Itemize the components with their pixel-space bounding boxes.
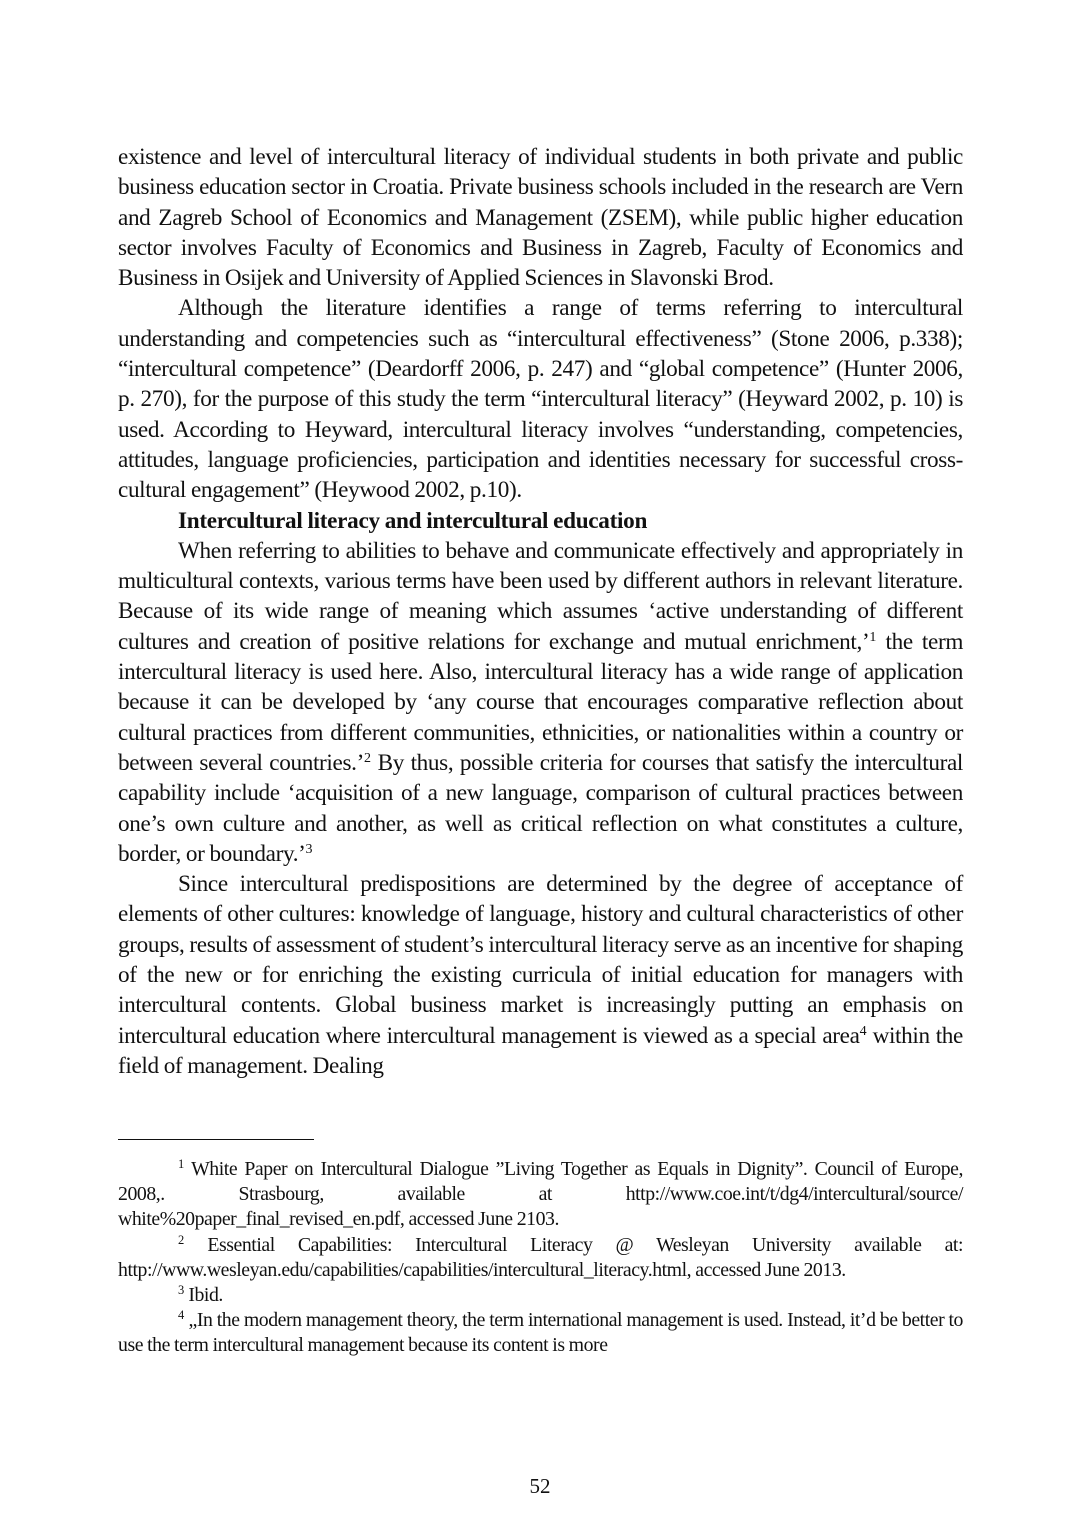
footnote-ref-3[interactable]: 3 xyxy=(305,841,313,857)
page-number: 52 xyxy=(529,1474,551,1498)
footnote-ref-2[interactable]: 2 xyxy=(363,750,371,766)
paragraph-text: Since intercultural predispositions are determined by the degree of acceptance of elements of other cultures: knowledge of language, history and cultural characteristics of other groups, results of assessment of student’s intercultural literacy serve as an incentive for shaping of the new or for enriching the existing curricula of initial education for managers with intercultural contents. Global business market is increasingly putting an emphasis on intercultural education where intercultural management is viewed as a special area xyxy=(118,871,963,1049)
paragraph-research-scope: existence and level of intercultural literacy of individual students in both private and public business education sector in Croatia. Private business schools included in the research are Vern and Zagreb School of Economics and Management (ZSEM), while public higher education sector involves Faculty of Economics and Business in Zagreb, Faculty of Economics and Business in Osijek and University of Applied Sciences in Slavonski Brod. xyxy=(118,144,963,292)
footnote-number: 2 xyxy=(178,1232,185,1247)
page-body xyxy=(118,142,963,1081)
footnotes xyxy=(118,1157,963,1359)
footnote-2 xyxy=(118,1233,963,1283)
footnote-number: 3 xyxy=(178,1283,185,1298)
footnote-ref-4[interactable]: 4 xyxy=(859,1023,867,1039)
footnote-4 xyxy=(118,1308,963,1358)
footnote-text: Essential Capabilities: Intercultural Literacy @ Wesleyan University available at: http://www.wesleyan.edu/capabilities/capabilities/intercultural_literacy.html, accessed June 2013. xyxy=(118,1233,963,1281)
paragraph-intercultural-literacy xyxy=(118,536,963,869)
footnote-number: 1 xyxy=(178,1157,185,1171)
paragraph-terminology: Although the literature identifies a range of terms referring to intercultural understanding and competencies such as “intercultural effectiveness” (Stone 2006, p.338); “intercultural competence” (Deardorff 2006, p. 247) and “global competence” (Hunter 2006, p. 270), for the purpose of this study the term “intercultural literacy” (Heyward 2002, p. 10) is used. According to Heyward, intercultural literacy involves “understanding, competencies, attitudes, language proficiencies, participation and identities necessary for successful cross-cultural engagement” (Heywood 2002, p.10). xyxy=(118,295,963,504)
paragraph-text: By thus, possible criteria for courses that satisfy the intercultural capability include ‘acquisition of a new language, comparison of cultural practices between one’s own culture and another, as well as critical reflection on what constitutes a culture, border, or boundary.’ xyxy=(118,749,963,867)
footnote-text: White Paper on Intercultural Dialogue ”Living Together as Equals in Dignity”. Council of Europe, 2008,. Strasbourg, available at http://www.coe.int/t/dg4/intercultural/source/ white%20paper_final_revised_en.pdf, accessed June 2103. xyxy=(118,1158,963,1231)
section-heading: Intercultural literacy and intercultural education xyxy=(178,507,648,534)
footnote-ref-1[interactable]: 1 xyxy=(869,629,877,645)
footnote-text: „In the modern management theory, the term international management is used. Instead, it’d be better to use the term intercultural management because its content is more xyxy=(118,1309,963,1357)
footnote-1 xyxy=(118,1157,963,1233)
paragraph-predispositions xyxy=(118,869,963,1081)
footnote-separator xyxy=(118,1139,314,1140)
footnote-number: 4 xyxy=(178,1308,185,1323)
footnote-3 xyxy=(118,1283,963,1308)
main-text xyxy=(118,142,963,1081)
paragraph-text: the term intercultural literacy is used here. Also, intercultural literacy has a wide range of application because it can be developed by ‘any course that encourages comparative reflection about cultural practices from different communities, ethnicities, or nationalities within a country or between several countries.’ xyxy=(118,628,964,776)
footnote-text: Ibid. xyxy=(184,1284,223,1307)
paragraph-text: When referring to abilities to behave and communicate effectively and appropriately in multicultural contexts, various terms have been used by different authors in relevant literature. Because of its wide range of meaning which assumes ‘active understanding of different cultures and creation of positive relations for exchange and mutual enrichment,’ xyxy=(118,537,963,655)
paragraph-text: within the field of management. Dealing xyxy=(118,1022,963,1079)
